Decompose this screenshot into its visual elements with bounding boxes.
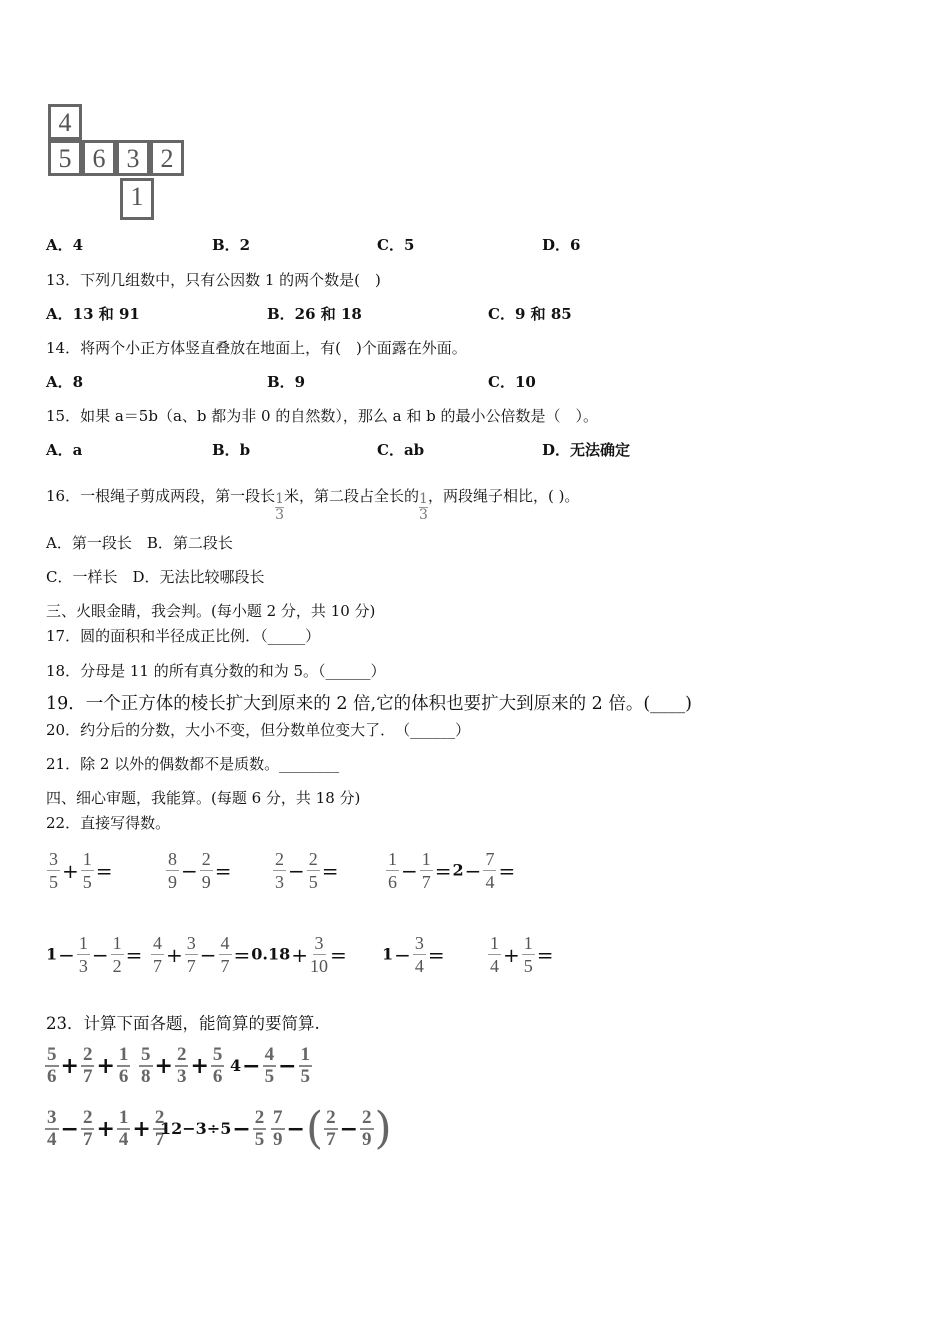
- operator: −: [464, 858, 482, 883]
- numerator: 2: [201, 849, 211, 869]
- denominator: 6: [47, 1066, 57, 1087]
- fraction: [483, 848, 496, 893]
- option-b: B．b: [212, 441, 251, 459]
- expression: [270, 1103, 392, 1154]
- fraction: [47, 848, 60, 893]
- net-face: 3: [116, 140, 150, 176]
- operator: −: [199, 942, 217, 967]
- denominator: 5: [523, 956, 533, 976]
- option-b: B．2: [212, 236, 251, 254]
- fraction: [420, 848, 433, 893]
- fraction: [275, 492, 284, 523]
- numerator: 7: [485, 849, 495, 869]
- operator: +: [62, 858, 79, 883]
- operator: +: [96, 1116, 115, 1142]
- denominator: 8: [141, 1066, 151, 1087]
- fraction: [77, 932, 90, 977]
- option-c: C．ab: [377, 441, 425, 459]
- numerator: 3: [314, 933, 324, 953]
- numerator: 4: [264, 1044, 275, 1065]
- numerator: 3: [49, 849, 58, 869]
- denominator: 2: [112, 956, 122, 976]
- q16-options-cd: C．一样长 D．无法比较哪段长: [46, 568, 265, 586]
- operator: =: [214, 858, 232, 883]
- denominator: 7: [82, 1129, 93, 1150]
- operator: −: [401, 858, 418, 883]
- fraction: [151, 932, 164, 977]
- option-d: D．无法确定: [542, 441, 631, 459]
- fraction: [45, 1045, 59, 1087]
- fraction: [419, 492, 428, 523]
- fraction: [117, 1045, 131, 1087]
- fraction: [522, 932, 535, 977]
- denominator: 4: [485, 872, 495, 892]
- denominator: 7: [220, 956, 230, 976]
- numerator: 5: [212, 1044, 223, 1065]
- fraction: [81, 1045, 95, 1087]
- denominator: 7: [186, 956, 196, 976]
- operator: +: [291, 942, 309, 967]
- denominator: 5: [300, 1066, 311, 1087]
- numerator: 1: [118, 1107, 129, 1128]
- number: 4: [230, 1056, 242, 1075]
- denominator: 3: [176, 1066, 187, 1087]
- option-c: C．10: [488, 373, 536, 391]
- operator: +: [190, 1053, 209, 1079]
- option-b: B．26 和 18: [267, 305, 362, 323]
- denominator: 4: [118, 1129, 129, 1150]
- denominator: 7: [153, 956, 162, 976]
- fraction: [111, 932, 124, 977]
- fraction: [175, 1045, 189, 1087]
- denominator: 5: [254, 1129, 265, 1150]
- number: 1: [46, 944, 58, 964]
- denominator: 4: [414, 956, 424, 976]
- numerator: 1: [490, 933, 499, 953]
- denominator: 6: [118, 1066, 129, 1087]
- question-13: 13．下列几组数中，只有公因数 1 的两个数是( ): [46, 271, 381, 289]
- numerator: 2: [154, 1107, 165, 1128]
- expression: [382, 932, 446, 977]
- fraction: [386, 848, 399, 893]
- denominator: 7: [154, 1129, 165, 1150]
- numerator: 7: [273, 1107, 283, 1128]
- fraction: [299, 1045, 313, 1087]
- cube-net-figure: [46, 102, 191, 222]
- fraction: [117, 1108, 131, 1150]
- expression: [150, 932, 348, 977]
- question-14: 14．将两个小正方体竖直叠放在地面上，有( )个面露在外面。: [46, 339, 467, 357]
- numerator: 1: [419, 491, 428, 507]
- numerator: 1: [118, 1044, 129, 1065]
- numerator: 2: [308, 849, 318, 869]
- numerator: 1: [388, 849, 397, 869]
- numerator: 1: [82, 849, 92, 869]
- question-21: 21．除 2 以外的偶数都不是质数。________: [46, 755, 340, 773]
- numerator: 2: [254, 1107, 265, 1128]
- option-d: D．6: [542, 236, 581, 254]
- numerator: 2: [82, 1044, 93, 1065]
- denominator: 9: [273, 1129, 283, 1150]
- denominator: 5: [82, 872, 92, 892]
- q16-text-2: 米，第二段占全长的: [284, 487, 420, 505]
- numerator: 2: [82, 1107, 93, 1128]
- denominator: 6: [388, 872, 397, 892]
- fraction: [219, 932, 232, 977]
- q16-options-ab: A．第一段长 B．第二段长: [46, 534, 233, 552]
- fraction: [488, 932, 501, 977]
- operator: =: [125, 942, 143, 967]
- denominator: 3: [275, 507, 285, 523]
- denominator: 7: [326, 1129, 336, 1150]
- option-c: C．9 和 85: [488, 305, 572, 323]
- expression: [165, 848, 233, 893]
- option-a: A．8: [46, 373, 84, 391]
- fraction: [324, 1108, 338, 1150]
- operator: −: [394, 942, 411, 967]
- option-a: A．4: [46, 236, 84, 254]
- numerator: 8: [168, 849, 177, 869]
- denominator: 9: [362, 1129, 372, 1150]
- question-19: 19．一个正方体的棱长扩大到原来的 2 倍,它的体积也要扩大到原来的 2 倍。(____): [46, 694, 693, 714]
- numerator: 2: [362, 1107, 372, 1128]
- fraction: [81, 848, 94, 893]
- expression: [44, 1108, 167, 1150]
- denominator: 9: [168, 872, 177, 892]
- numerator: 4: [220, 933, 230, 953]
- numerator: 3: [414, 933, 424, 953]
- fraction: [211, 1045, 225, 1087]
- expression: [487, 932, 555, 977]
- numerator: 2: [176, 1044, 187, 1065]
- denominator: 3: [419, 507, 428, 523]
- net-face: 2: [150, 140, 184, 176]
- expression: [138, 1045, 225, 1087]
- question-16: [46, 486, 579, 523]
- section-4-heading: 四、细心审题，我能算。(每题 6 分，共 18 分): [46, 789, 361, 807]
- denominator: 5: [308, 872, 318, 892]
- operator: =: [233, 942, 251, 967]
- fraction: [253, 1108, 267, 1150]
- operator: −: [278, 1053, 297, 1079]
- operator: −: [58, 942, 75, 967]
- expression: [160, 1108, 267, 1150]
- operator: −: [286, 1116, 305, 1142]
- operator: =: [321, 858, 339, 883]
- denominator: 3: [275, 872, 284, 892]
- number: 1: [382, 944, 394, 964]
- operator: =: [427, 942, 445, 967]
- fraction: [81, 1108, 95, 1150]
- operator: −: [339, 1116, 359, 1142]
- number: 2: [452, 860, 464, 880]
- operator: =: [536, 942, 554, 967]
- fraction: [413, 932, 426, 977]
- expression: [385, 848, 516, 893]
- denominator: 5: [264, 1066, 275, 1087]
- denominator: 5: [49, 872, 58, 892]
- q16-text-3: ，两段绳子相比，( )。: [427, 487, 580, 505]
- operator: =: [434, 858, 452, 883]
- question-15: 15．如果 a＝5b（a、b 都为非 0 的自然数），那么 a 和 b 的最小公倍数是（ ）。: [46, 407, 598, 425]
- numerator: 3: [47, 1107, 57, 1128]
- fraction: [271, 1108, 285, 1150]
- operator: =: [498, 858, 516, 883]
- fraction: [360, 1108, 374, 1150]
- operator: −: [242, 1053, 261, 1079]
- option-b: B．9: [267, 373, 306, 391]
- question-18: 18．分母是 11 的所有真分数的和为 5。（______）: [46, 662, 386, 680]
- denominator: 7: [82, 1066, 93, 1087]
- operator: −: [60, 1116, 79, 1142]
- numerator: 2: [275, 849, 284, 869]
- question-20: 20．约分后的分数，大小不变，但分数单位变大了． （______）: [46, 721, 471, 739]
- denominator: 6: [212, 1066, 223, 1087]
- numerator: 1: [300, 1044, 311, 1065]
- numerator: 5: [47, 1044, 57, 1065]
- numerator: 2: [326, 1107, 336, 1128]
- section-3-heading: 三、火眼金睛，我会判。(每小题 2 分，共 10 分): [46, 602, 376, 620]
- numerator: 5: [141, 1044, 151, 1065]
- fraction: [310, 932, 328, 977]
- numerator: 1: [421, 849, 431, 869]
- operator: −: [232, 1116, 251, 1142]
- option-a: A．13 和 91: [46, 305, 140, 323]
- denominator: 7: [421, 872, 431, 892]
- operator: −: [288, 858, 305, 883]
- denominator: 3: [78, 956, 88, 976]
- question-23: 23．计算下面各题，能简算的要简算.: [46, 1014, 320, 1033]
- question-22: 22．直接写得数。: [46, 814, 171, 832]
- numerator: 3: [186, 933, 196, 953]
- operator: +: [166, 942, 183, 967]
- expression: [272, 848, 340, 893]
- denominator: 9: [201, 872, 211, 892]
- numerator: 1: [78, 933, 88, 953]
- operator: =: [95, 858, 113, 883]
- fraction: [273, 848, 286, 893]
- fraction: [45, 1108, 59, 1150]
- fraction: [200, 848, 213, 893]
- operator: +: [503, 942, 520, 967]
- fraction: [263, 1045, 277, 1087]
- operator: −: [181, 858, 198, 883]
- expression: [44, 1045, 131, 1087]
- operator: +: [132, 1116, 151, 1142]
- denominator: 10: [310, 956, 329, 976]
- numerator: 1: [112, 933, 122, 953]
- numerator: 1: [523, 933, 533, 953]
- denominator: 4: [47, 1129, 57, 1150]
- fraction: [166, 848, 179, 893]
- numerator: 4: [153, 933, 162, 953]
- parenthesis: (: [305, 1103, 324, 1154]
- operator: +: [96, 1053, 115, 1079]
- net-face: 5: [48, 140, 82, 176]
- option-c: C．5: [377, 236, 415, 254]
- option-a: A．a: [46, 441, 83, 459]
- operator: =: [330, 942, 347, 967]
- expression: [230, 1045, 313, 1087]
- question-17: 17．圆的面积和半径成正比例．（_____）: [46, 627, 321, 645]
- number: 0.18: [251, 944, 291, 964]
- numerator: 1: [275, 491, 285, 507]
- operator: −: [91, 942, 109, 967]
- denominator: 4: [490, 956, 499, 976]
- net-face: 6: [82, 140, 116, 176]
- fraction: [139, 1045, 153, 1087]
- fraction: [185, 932, 198, 977]
- fraction: [307, 848, 320, 893]
- number: 12−3÷5: [160, 1119, 232, 1138]
- operator: +: [60, 1053, 79, 1079]
- net-face: 4: [48, 104, 82, 140]
- parenthesis: ): [374, 1103, 392, 1154]
- expression: [46, 848, 114, 893]
- net-face: 1: [120, 178, 154, 220]
- q16-text-1: 16．一根绳子剪成两段，第一段长: [46, 487, 276, 505]
- expression: [46, 932, 143, 977]
- operator: +: [154, 1053, 173, 1079]
